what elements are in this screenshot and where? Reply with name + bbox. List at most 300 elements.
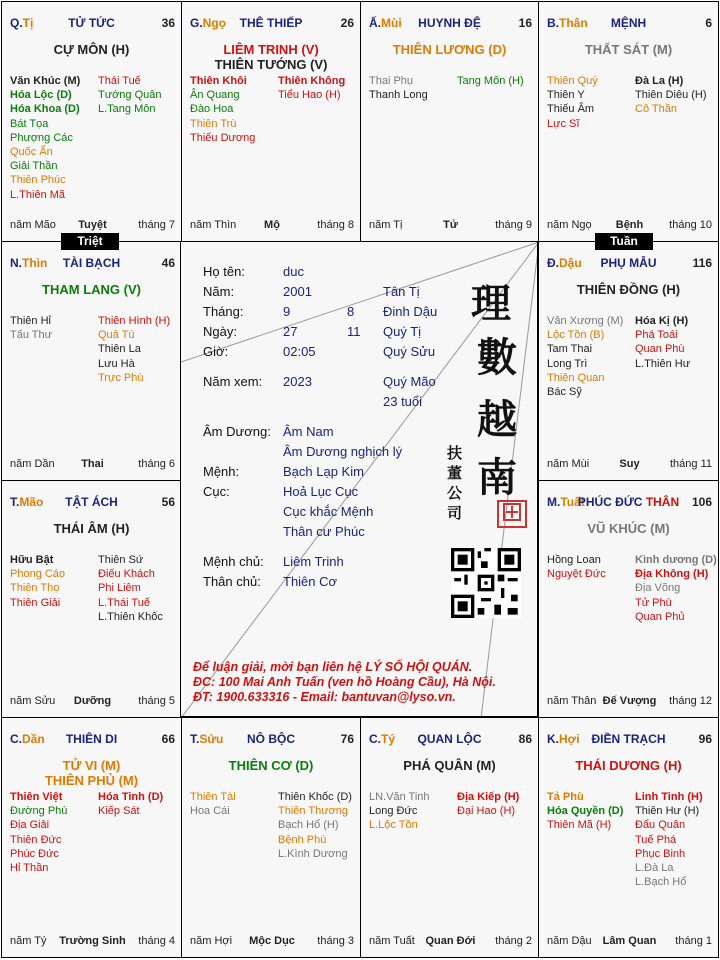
hour-value: 02:05 [283,344,316,359]
palace-name-label: ĐIỀN TRẠCH [591,732,666,746]
minor-star: Quan Phủ [635,610,685,623]
minor-stars-left [10,74,80,202]
main-star: CỰ MÔN (H) [53,42,130,57]
minor-star: Phúc Đức [10,847,59,860]
minor-stars-left [369,790,430,833]
palace-month: tháng 6 [138,458,175,470]
minor-star: L.Kình Dương [278,847,348,860]
minor-stars-left [190,74,255,145]
palace-name [539,732,718,746]
minor-star: Phục Binh [635,847,686,860]
palace-cell-ngo[interactable] [181,1,361,242]
main-stars [2,42,181,57]
palace-cell-ty2[interactable] [360,717,539,958]
menh-label: Mệnh: [203,464,240,479]
minor-star: Thái Tuế [98,75,141,87]
trang-sinh: Suy [619,458,640,470]
minor-star: L.Thái Tuế [98,596,150,609]
palace-stem: Đ. [547,256,559,270]
palace-cell-dan[interactable] [1,717,182,958]
minor-star: Lực Sĩ [547,117,580,130]
minor-star: L.Thiên Khốc [98,610,163,623]
palace-number: 36 [161,16,175,30]
palace-name [2,732,181,746]
minor-star: Thiên Việt [10,791,63,803]
palace-branch: Dậu [559,256,582,270]
palace-name-label: HUYNH ĐỆ [418,16,481,30]
palace-footer [10,935,175,949]
minor-star: Văn Khúc (M) [10,75,81,87]
menh-value: Bạch Lạp Kim [283,464,364,479]
contact-phone-email[interactable]: ĐT: 1900.633316 - Email: bantuvan@lyso.vn. [193,690,456,704]
palace-year: năm Tuất [369,935,415,947]
minor-star: Kiếp Sát [98,805,140,818]
palace-stem: M. [547,495,561,509]
palace-stem: K. [547,732,559,746]
palace-year: năm Thìn [190,219,237,231]
palace-month: tháng 12 [669,695,712,707]
minor-star: Đẩu Quân [635,819,686,832]
palace-name [2,256,181,270]
main-star: LIÊM TRINH (V) [223,42,319,57]
palace-footer [547,935,712,949]
palace-month: tháng 7 [138,219,175,231]
palace-cell-mui[interactable] [360,1,539,242]
minor-star: L.Thiên Mã [10,188,66,201]
minor-star: Đà La (H) [635,75,684,87]
calligraphy-char-3: 越 [477,396,517,443]
minor-star: Thiên Tài [190,791,236,803]
main-stars [539,42,718,57]
minor-star: Thiên Khốc (D) [278,791,352,803]
amduong-label: Âm Dương: [203,424,271,439]
thanchu-label: Thân chủ: [203,574,261,589]
minor-star: Thiên Đức [10,833,62,846]
main-star: THIÊN CƠ (D) [228,758,314,773]
cuc-label: Cục: [203,484,230,499]
cuc-row [203,484,523,500]
main-star: THIÊN TƯỚNG (V) [214,57,328,72]
calligraphy-small-1: 扶 [447,444,463,462]
contact-line-1: Để luận giải, mời bạn liên hệ LÝ SỐ HỘI QUÁN. [193,660,473,674]
main-stars [182,758,360,773]
palace-name-label: PHỤ MẪU [600,256,657,270]
minor-star: Kình dương (D) [635,554,717,566]
minor-star: Thiên Hỉ [10,315,51,327]
minor-star: Thai Phụ [369,75,414,87]
palace-cell-mao[interactable] [1,480,182,718]
minor-star: Thiên Hình (H) [98,315,171,327]
minor-star: Phi Liêm [98,582,141,595]
minor-star: Hữu Bật [10,554,54,566]
main-star: THÁI ÂM (H) [53,521,130,536]
minor-star: Tả Phù [547,791,584,803]
hour-row [203,344,523,360]
qr-code-icon[interactable] [451,548,521,618]
minor-star: Thiên Khôi [190,75,247,87]
minor-star: Thiên Không [278,75,346,87]
calligraphy-char-1: 理 [471,280,511,327]
minor-star: Phong Cáo [10,568,66,581]
palace-footer [369,935,532,949]
amduong-row [203,424,523,440]
main-stars [539,521,718,536]
minor-star: Lưu Hà [98,357,135,370]
main-star: THIÊN PHỦ (M) [44,773,139,788]
main-stars [182,42,360,72]
minor-star: Hóa Khoa (D) [10,103,80,116]
minor-star: Quốc Ấn [10,146,53,159]
palace-branch: Thìn [22,256,48,270]
palace-year: năm Sửu [10,695,56,707]
palace-year: năm Dần [10,458,55,470]
minor-star: Thiên Thương [278,805,349,818]
minor-star: Bạch Hổ (H) [278,819,339,832]
tuan-marker: Tuần [595,233,653,250]
menhchu-value: Liêm Trinh [283,554,344,569]
minor-star: Thiên Thọ [10,582,60,595]
palace-stem: T. [190,732,200,746]
palace-month: tháng 1 [675,935,712,947]
palace-branch: Mão [19,495,44,509]
palace-number: 46 [161,256,175,270]
palace-number: 26 [340,16,354,30]
palace-branch: Thân [559,16,588,30]
cuc-row-2 [203,504,523,520]
minor-star: Tấu Thư [10,329,53,342]
palace-name [2,16,181,30]
trang-sinh: Đế Vượng [602,695,657,707]
palace-name [182,732,360,746]
minor-stars-right [635,790,703,889]
palace-name-label: TÀI BẠCH [62,256,121,270]
minor-star: Bát Tọa [10,117,49,130]
minor-stars-left [10,553,65,610]
minor-star: Thiên Hư (H) [635,805,700,818]
minor-star: Bác Sỹ [547,386,582,399]
calligraphy-small-2: 董 [447,464,463,482]
minor-star: Quan Phù [635,343,685,356]
hour-label: Giờ: [203,344,229,359]
trang-sinh: Mộ [264,219,280,231]
minor-star: Địa Võng [635,582,681,595]
minor-stars-right [457,790,519,818]
palace-cell-thin[interactable] [1,241,182,481]
palace-year: năm Thân [547,695,597,707]
amduong-value-2: Âm Dương nghịch lý [283,444,403,459]
minor-star: Thiên Diêu (H) [635,89,707,102]
main-star: TỬ VI (M) [62,758,121,773]
trang-sinh: Trường Sinh [59,935,126,947]
trang-sinh: Dưỡng [73,695,112,707]
main-stars [2,521,181,536]
minor-star: Thiên Phúc [10,174,66,187]
palace-footer [547,458,712,472]
month-value: 9 [283,304,291,319]
view-year-can: Quý Mão [383,374,436,389]
minor-star: Đại Hao (H) [457,805,516,818]
palace-name [182,16,360,30]
minor-star: Giải Thần [10,160,58,173]
palace-stem: B. [547,16,559,30]
palace-cell-suu[interactable] [181,717,361,958]
palace-name-label: THIÊN DI [65,732,118,746]
minor-star: Hỉ Thần [10,862,49,875]
minor-stars-right [98,553,163,624]
minor-star: Thanh Long [369,89,428,102]
minor-star: Trực Phù [98,371,144,384]
palace-month: tháng 2 [495,935,532,947]
palace-stem: C. [10,732,22,746]
cuc-value-3: Thân cư Phúc [283,524,365,539]
minor-stars-left [10,790,67,875]
minor-star: Thiên Quan [547,371,605,384]
red-seal-stamp [497,500,527,528]
cuc-row-3 [203,524,523,540]
palace-name-label: QUAN LỘC [417,732,482,746]
main-stars [2,282,181,297]
name-label: Họ tên: [203,264,245,279]
main-star: PHÁ QUÂN (M) [403,758,496,773]
year-can: Tân Tị [383,284,420,299]
palace-footer [10,219,175,233]
palace-name-label: TẬT ÁCH [65,495,118,509]
minor-star: Tiểu Hao (H) [278,89,341,102]
minor-star: Quả Tú [98,329,135,342]
minor-stars-right [278,74,345,102]
minor-star: Tử Phù [635,596,672,609]
age-row [203,394,523,410]
minor-star: Bệnh Phù [278,833,327,846]
minor-star: L.Tang Môn [98,103,156,116]
palace-month: tháng 4 [138,935,175,947]
main-star: THIÊN ĐỒNG (H) [576,282,681,297]
palace-cell-ty[interactable] [1,1,182,242]
minor-star: Thiên La [98,343,141,356]
minor-star: Thiếu Âm [547,103,595,116]
palace-branch: Hợi [559,732,580,746]
palace-footer [190,935,354,949]
calligraphy-small-4: 司 [447,504,463,522]
main-star: THẤT SÁT (M) [584,42,673,57]
minor-star: Địa Kiếp (H) [457,791,520,803]
palace-branch: Ngọ [202,16,226,30]
palace-name-label: PHÚC ĐỨC [577,495,643,509]
main-stars [2,758,181,788]
minor-stars-right [635,74,707,117]
palace-footer [190,219,354,233]
palace-footer [547,695,712,709]
minor-stars-right [98,74,162,117]
palace-year: năm Mão [10,219,56,231]
minor-stars-left [10,314,52,342]
minor-star: Nguyệt Đức [547,568,606,581]
minor-stars-left [190,790,236,818]
palace-name-label: MỆNH [610,16,647,30]
palace-branch: Tuất [560,495,585,509]
trang-sinh: Mộc Dục [249,935,295,947]
trang-sinh: Lâm Quan [602,935,657,947]
palace-name [361,16,538,30]
menhchu-label: Mệnh chủ: [203,554,264,569]
minor-star: Hoa Cái [190,805,230,818]
cuc-value-2: Cục khắc Mệnh [283,504,374,519]
minor-star: Thiên Mã (H) [547,819,612,832]
view-year-value: 2023 [283,374,312,389]
minor-star: Phượng Các [10,131,73,144]
palace-cell-tuat[interactable] [538,480,719,718]
palace-name [361,732,538,746]
minor-stars-right [457,74,524,88]
palace-number: 106 [691,495,712,509]
minor-stars-left [547,314,623,399]
minor-star: Đào Hoa [190,103,234,116]
day-label: Ngày: [203,324,237,339]
palace-name [539,256,718,270]
minor-star: L.Bạch Hổ [635,876,687,889]
palace-branch: Tị [22,16,34,30]
minor-star: Long Đức [369,805,418,818]
main-star: VŨ KHÚC (M) [587,521,670,536]
minor-stars-left [547,790,623,833]
palace-stem: C. [369,732,381,746]
palace-branch: Tý [381,732,396,746]
view-year-row [203,374,523,390]
name-value: duc [283,264,304,279]
palace-name-label: THÊ THIẾP [239,16,303,30]
than-marker: THÂN [645,495,680,509]
day-can: Quý Tị [383,324,422,339]
month-label: Tháng: [203,304,244,319]
minor-star: Tuế Phá [635,833,677,846]
amduong-value: Âm Nam [283,424,334,439]
palace-branch: Dần [22,732,45,746]
palace-month: tháng 8 [317,219,354,231]
hour-can: Quý Sửu [383,344,436,359]
palace-footer [547,219,712,233]
palace-stem: Q. [10,16,23,30]
minor-star: Đường Phù [10,805,68,818]
palace-cell-hoi[interactable] [538,717,719,958]
palace-month: tháng 9 [495,219,532,231]
day-lunar: 11 [347,324,361,339]
main-stars [539,282,718,297]
minor-star: Tướng Quân [98,89,162,102]
palace-year: năm Hợi [190,935,233,947]
palace-footer [10,695,175,709]
day-value: 27 [283,324,298,339]
minor-star: Linh Tinh (H) [635,791,703,803]
palace-number: 56 [161,495,175,509]
minor-star: Thiên Sứ [98,554,144,566]
minor-star: Lộc Tồn (B) [547,329,605,342]
palace-month: tháng 5 [138,695,175,707]
palace-name [539,16,718,30]
minor-star: Hồng Loan [547,554,601,566]
palace-month: tháng 3 [317,935,354,947]
minor-star: Hóa Tinh (D) [98,791,164,803]
trang-sinh: Quan Đới [425,935,476,947]
main-star: THIÊN LƯƠNG (D) [392,42,507,57]
minor-star: Thiên Trù [190,117,237,130]
minor-star: Thiên Giải [10,596,61,609]
palace-year: năm Tị [369,219,403,231]
minor-star: Thiên Y [547,89,585,102]
minor-stars-left [547,74,598,131]
minor-star: Hóa Kị (H) [635,315,689,327]
amduong-row-2 [203,444,523,460]
age-value: 23 tuổi [383,394,423,409]
minor-stars-right [98,790,163,818]
palace-stem: G. [190,16,203,30]
palace-year: năm Mùi [547,458,590,470]
minor-stars-right [98,314,170,385]
palace-name [2,495,181,509]
main-stars [539,758,718,773]
main-star: THÁI DƯƠNG (H) [575,758,682,773]
trang-sinh: Tuyệt [78,219,107,231]
triet-marker: Triệt [61,233,119,250]
year-label: Năm: [203,284,235,299]
thanchu-value: Thiên Cơ [283,574,338,589]
palace-cell-than[interactable] [538,1,719,242]
minor-stars-right [635,314,690,371]
center-info-panel [180,241,538,717]
month-can: Đinh Dậu [383,304,438,319]
minor-star: Thiên Quý [547,75,598,87]
minor-star: Thiếu Dương [190,131,256,144]
minor-star: LN.Văn Tinh [369,791,430,803]
minor-star: Địa Không (H) [635,568,709,581]
palace-month: tháng 11 [669,458,712,470]
minor-star: Tam Thai [547,343,593,356]
palace-cell-dau[interactable] [538,241,719,481]
minor-stars-left [369,74,428,102]
palace-month: tháng 10 [669,219,712,231]
palace-year: năm Tý [10,935,47,947]
calligraphy-small-3: 公 [447,484,463,502]
palace-name-label: NÔ BỘC [247,732,295,746]
year-value: 2001 [283,284,312,299]
minor-star: Long Trì [547,357,588,370]
minor-star: Hóa Quyền (D) [547,805,624,818]
palace-number: 96 [698,732,712,746]
contact-block [193,660,496,705]
contact-address: ĐC: 100 Mai Anh Tuấn (ven hồ Hoàng Cầu), Hà Nội. [193,675,496,689]
palace-number: 116 [692,256,712,270]
month-lunar: 8 [347,304,355,319]
palace-stem: N. [10,256,22,270]
minor-star: Cô Thần [635,103,677,116]
palace-number: 6 [705,16,712,30]
palace-footer [369,219,532,233]
trang-sinh: Bệnh [615,219,644,231]
minor-star: Ân Quang [190,89,240,102]
minor-star: L.Lộc Tồn [369,819,418,832]
palace-stem: T. [10,495,20,509]
palace-branch: Mùi [381,16,402,30]
palace-number: 16 [518,16,532,30]
palace-year: năm Dậu [547,935,592,947]
menh-row [203,464,523,480]
minor-star: Hóa Lộc (D) [10,89,72,102]
cuc-value: Hoả Lục Cục [283,484,359,499]
calligraphy-char-4: 南 [477,454,517,501]
trang-sinh: Thai [81,458,104,470]
palace-number: 76 [340,732,354,746]
palace-footer [10,458,175,472]
palace-number: 66 [161,732,175,746]
